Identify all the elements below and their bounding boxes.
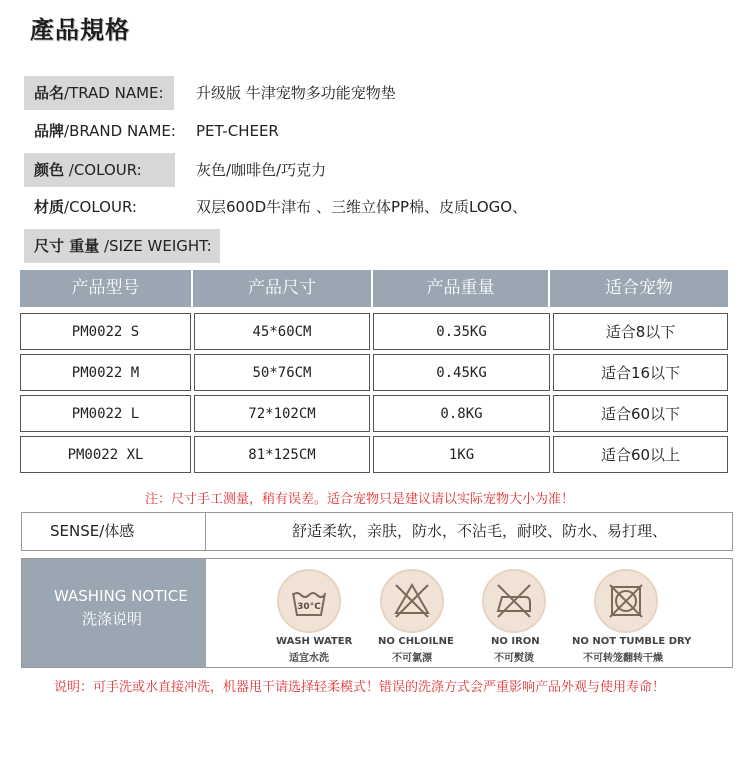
table-cell: 0.45KG — [373, 354, 550, 391]
table-header-cell: 适合宠物 — [605, 278, 673, 298]
table-cell: 适合8以下 — [553, 313, 728, 350]
table-cell: PM0022 XL — [20, 436, 191, 473]
icon-label: NO IRON — [491, 636, 540, 647]
sense-box — [21, 512, 733, 551]
table-cell: 45*60CM — [194, 313, 370, 350]
table-cell: 0.35KG — [373, 313, 550, 350]
spec-value: PET-CHEER — [196, 122, 279, 140]
table-row — [20, 395, 728, 432]
size-table-header — [20, 270, 728, 307]
table-cell: 适合60以下 — [553, 395, 728, 432]
washing-title: WASHING NOTICE — [54, 587, 188, 605]
table-header-cell: 产品重量 — [373, 270, 550, 307]
spec-label-cn: 颜色 — [34, 161, 65, 179]
washing-subtitle: 洗涤说明 — [82, 610, 143, 628]
spec-label — [24, 153, 175, 187]
washing-notice-panel — [22, 559, 206, 667]
table-cell: 适合60以上 — [553, 436, 728, 473]
spec-label-en: /BRAND NAME: — [64, 122, 176, 140]
no-iron-icon — [482, 569, 546, 633]
spec-row-colour — [24, 153, 327, 187]
page-title: 產品規格 — [30, 15, 130, 44]
icon-label: WASH WATER — [276, 636, 353, 647]
spec-label — [24, 114, 186, 148]
spec-row-brand — [24, 114, 279, 148]
no-tumble-dry-icon — [594, 569, 658, 633]
icon-sublabel: 不可氯漂 — [392, 653, 432, 664]
sense-label: SENSE/体感 — [22, 513, 206, 550]
table-cell: 0.8KG — [373, 395, 550, 432]
spec-label-en: /COLOUR: — [64, 198, 137, 216]
spec-label — [24, 190, 147, 224]
table-cell: PM0022 L — [20, 395, 191, 432]
spec-label — [24, 229, 220, 263]
wash-note: 说明：可手洗或水直接冲洗，机器甩干请选择轻柔模式！错误的洗涤方式会严重影响产品外观与使用寿命！ — [54, 680, 666, 695]
spec-value: 灰色/咖啡色/巧克力 — [196, 161, 327, 179]
spec-label-cn: 品牌 — [34, 122, 65, 140]
icon-sublabel: 不可熨烫 — [494, 653, 534, 664]
wash-water-icon — [277, 569, 341, 633]
table-cell: 81*125CM — [194, 436, 370, 473]
icon-label: NO NOT TUMBLE DRY — [572, 636, 692, 647]
spec-label-cn: 材质 — [34, 198, 65, 216]
sense-value: 舒适柔软，亲肤，防水，不沾毛，耐咬、防水、易打理、 — [292, 522, 668, 540]
icon-label: NO CHLOILNE — [378, 636, 454, 647]
table-header-cell: 产品型号 — [20, 270, 193, 307]
table-cell: PM0022 M — [20, 354, 191, 391]
table-cell: 50*76CM — [194, 354, 370, 391]
spec-label — [24, 76, 174, 110]
table-cell: 1KG — [373, 436, 550, 473]
table-cell: PM0022 S — [20, 313, 191, 350]
table-row — [20, 436, 728, 473]
spec-row-material — [24, 190, 528, 224]
spec-label-cn: 尺寸 重量 — [34, 237, 100, 255]
table-row — [20, 313, 728, 350]
table-cell: 72*102CM — [194, 395, 370, 432]
table-row — [20, 354, 728, 391]
spec-value: 双层600D牛津布 、三维立体PP棉、皮质LOGO、 — [196, 198, 528, 216]
table-cell: 适合16以下 — [553, 354, 728, 391]
wash-temp: 30°C — [297, 602, 321, 612]
size-note: 注：尺寸手工测量，稍有误差。适合宠物只是建议请以实际宠物大小为准！ — [145, 492, 575, 507]
spec-row-name — [24, 76, 396, 110]
spec-label-cn: 品名 — [34, 84, 65, 102]
spec-label-en: /COLOUR: — [64, 161, 142, 179]
table-header-cell: 产品尺寸 — [193, 270, 373, 307]
spec-label-en: /SIZE WEIGHT: — [99, 237, 212, 255]
icon-sublabel: 适宜水洗 — [289, 653, 329, 664]
no-bleach-icon — [380, 569, 444, 633]
spec-value: 升级版 牛津宠物多功能宠物垫 — [196, 84, 396, 102]
spec-label-en: /TRAD NAME: — [64, 84, 164, 102]
washing-notice-box — [21, 558, 733, 668]
spec-row-size — [24, 229, 220, 263]
icon-sublabel: 不可转笼翻转干燥 — [583, 653, 663, 664]
